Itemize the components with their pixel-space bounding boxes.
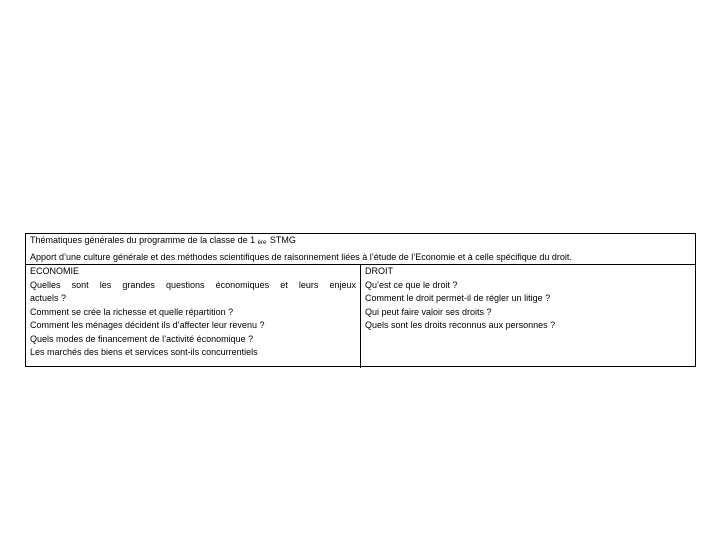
word: grandes [122,279,155,290]
word: leurs [298,279,319,290]
economie-question-1 [30,279,356,293]
program-table [25,233,696,367]
droit-question-3: Qui peut faire valoir ses droits ? [365,306,492,317]
table-title [30,234,691,251]
table-subtitle: Apport d’une culture générale et des méthodes scientifiques de raisonnement liées à l’étude de l’Economie et à celle spécifique du droit. [30,251,572,262]
title-ordinal: ère [257,240,267,246]
economie-question-4: Quels modes de financement de l’activité économique ? [30,333,254,344]
word: sont [71,279,89,290]
word: les [99,279,112,290]
word: économiques [215,279,270,290]
word: Quelles [30,279,61,290]
title-text: Thématiques générales du programme de la classe de 1 [30,235,256,245]
economie-question-1-end: actuels ? [30,293,67,303]
title-class: STMG [269,235,296,245]
droit-question-4: Quels sont les droits reconnus aux personnes ? [365,320,556,330]
economie-question-5: Les marchés des biens et services sont-ils concurrentiels [30,347,258,357]
droit-column [361,265,695,368]
table-header-row [26,234,695,265]
word: questions [165,279,205,290]
table-body-row [26,265,695,368]
word: enjeux [329,279,356,290]
droit-question-1: Qu’est ce que le droit ? [365,279,458,290]
economie-question-3: Comment les ménages décident ils d’affecter leur revenu ? [30,320,265,330]
droit-question-2: Comment le droit permet-il de régler un litige ? [365,293,551,303]
economie-heading: ECONOMIE [30,266,80,276]
droit-heading: DROIT [365,266,393,276]
economie-column [26,265,361,368]
word: et [280,279,288,290]
economie-question-2: Comment se crée la richesse et quelle répartition ? [30,306,234,317]
